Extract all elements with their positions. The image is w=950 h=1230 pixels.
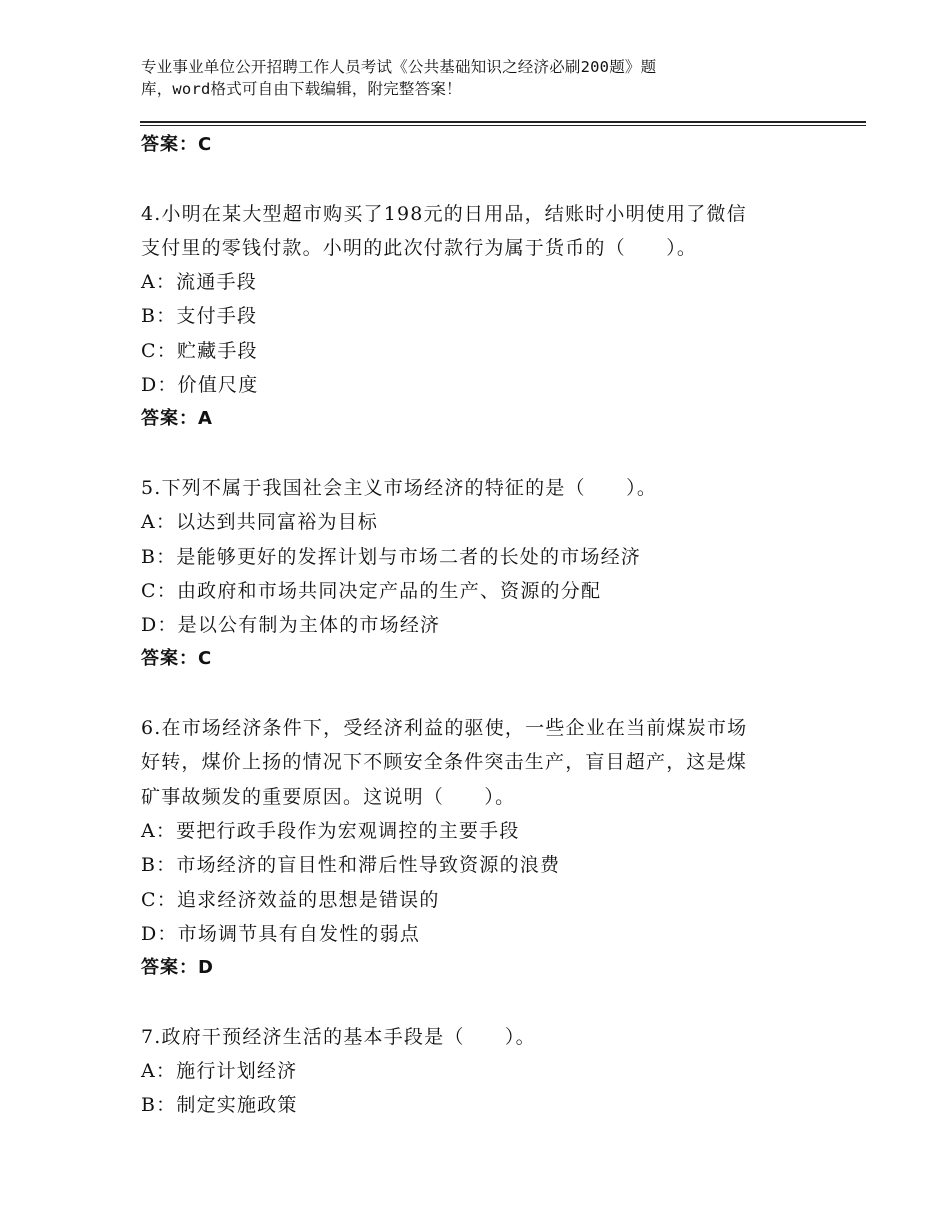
header-line-2: 库，word格式可自由下载编辑，附完整答案！	[141, 80, 462, 98]
option-d: D：是以公有制为主体的市场经济	[141, 614, 441, 637]
document-header	[141, 56, 781, 100]
option-d: D：市场调节具有自发性的弱点	[141, 922, 421, 945]
option-b: B：支付手段	[141, 305, 258, 328]
question-stem: 好转，煤价上扬的情况下不顾安全条件突击生产，盲目超产，这是煤	[141, 751, 748, 774]
option-b: B：是能够更好的发挥计划与市场二者的长处的市场经济	[141, 545, 641, 568]
question-stem: 7.政府干预经济生活的基本手段是（ ）。	[141, 1025, 536, 1048]
option-b: B：市场经济的盲目性和滞后性导致资源的浪费	[141, 854, 561, 877]
question-stem: 6.在市场经济条件下，受经济利益的驱使，一些企业在当前煤炭市场	[141, 717, 748, 740]
spacer	[141, 437, 801, 471]
question-stem: 5.下列不属于我国社会主义市场经济的特征的是（ ）。	[141, 476, 658, 499]
question-stem: 4.小明在某大型超市购买了198元的日用品，结账时小明使用了微信	[141, 202, 747, 225]
option-a: A：以达到共同富裕为目标	[141, 511, 379, 534]
option-b: B：制定实施政策	[141, 1094, 298, 1117]
spacer	[141, 677, 801, 711]
spacer	[141, 162, 801, 196]
option-c: C：追求经济效益的思想是错误的	[141, 888, 440, 911]
answer-line: 答案：C	[141, 648, 213, 670]
answer-line: 答案：D	[141, 957, 214, 979]
spacer	[141, 985, 801, 1019]
answer-line: 答案：C	[141, 134, 213, 155]
question-stem: 矿事故频发的重要原因。这说明（ ）。	[141, 785, 516, 808]
option-a: A：流通手段	[141, 271, 257, 294]
question-stem: 支付里的零钱付款。小明的此次付款行为属于货币的（ ）。	[141, 236, 698, 259]
option-a: A：要把行政手段作为宏观调控的主要手段	[141, 819, 520, 842]
header-rule-thick	[140, 121, 866, 123]
header-rule-thin	[140, 125, 866, 126]
option-c: C：贮藏手段	[141, 339, 258, 362]
option-c: C：由政府和市场共同决定产品的生产、资源的分配	[141, 579, 602, 602]
option-d: D：价值尺度	[141, 374, 259, 397]
header-line-1: 专业事业单位公开招聘工作人员考试《公共基础知识之经济必刷200题》题	[141, 58, 657, 76]
answer-line: 答案：A	[141, 408, 213, 430]
question-list	[141, 128, 801, 1123]
option-a: A：施行计划经济	[141, 1060, 298, 1083]
